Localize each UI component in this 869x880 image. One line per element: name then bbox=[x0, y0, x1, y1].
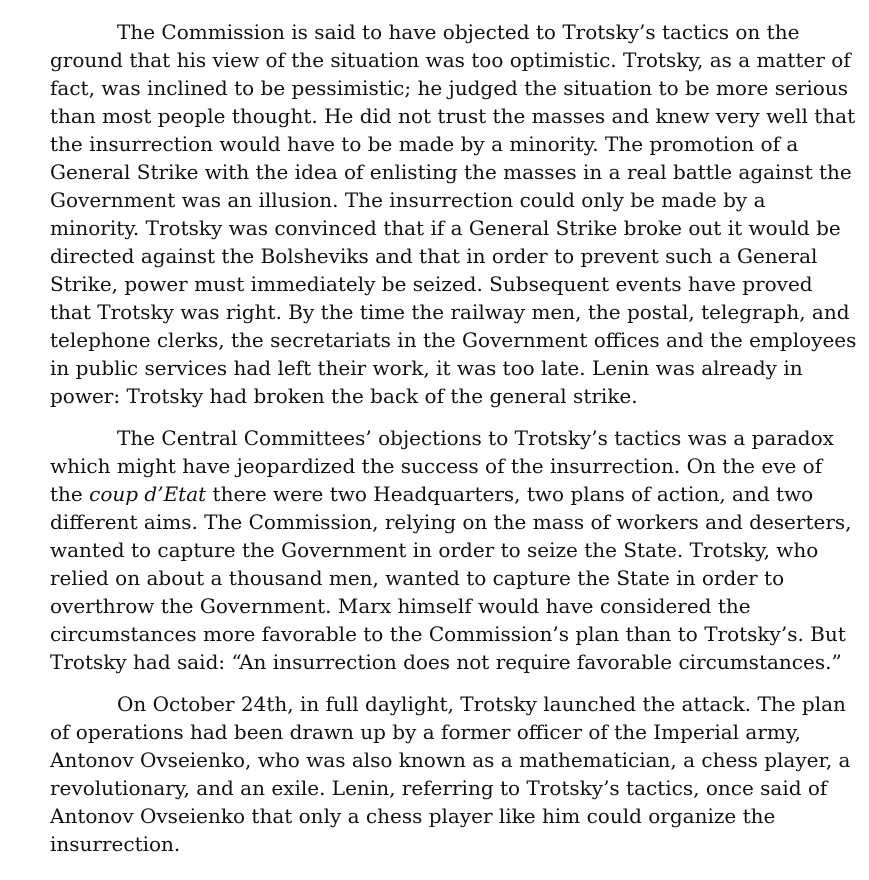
paragraph-2-text-end: there were two Headquarters, two plans of action, and two different aims. The Commission, relying on the mass of workers and deserters, wanted to capture the Government in order to seize the State. Trotsky, who relied on about a thousand men, wanted to capture the State in order to overthrow the Government. Marx himself would have considered the circumstances more favorable to the Commission’s plan than to Trotsky’s. But Trotsky had said: “An insurrection does not require favorable circumstances.” bbox=[50, 482, 852, 674]
paragraph-1: The Commission is said to have objected to Trotsky’s tactics on the ground that his view of the situation was too optimistic. Trotsky, as a matter of fact, was inclined to be pessimistic; he judged the situation to be more serious than most people thought. He did not trust the masses and knew very well that the insurrection would have to be made by a minority. The promotion of a General Strike with the idea of enlisting the masses in a real battle against the Government was an illusion. The insurrection could only be made by a minority. Trotsky was convinced that if a General Strike broke out it would be directed against the Bolsheviks and that in order to prevent such a General Strike, power must immediately be seized. Subsequent events have proved that Trotsky was right. By the time the railway men, the postal, telegraph, and telephone clerks, the secretariats in the Government offices and the employees in public services had left their work, it was too late. Lenin was already in power: Trotsky had broken the back of the general strike. bbox=[50, 20, 857, 408]
paragraph-2-text-start: The Central Committees’ objections to Trotsky’s tactics was a paradox which might have jeopardized the success of the insurrection. On the eve of the bbox=[50, 426, 834, 506]
paragraph-3: On October 24th, in full daylight, Trotsky launched the attack. The plan of operations had been drawn up by a former officer of the Imperial army, Antonov Ovseienko, who was also known as a mathematician, a chess player, a revolutionary, and an exile. Lenin, referring to Trotsky’s tactics, once said of Antonov Ovseienko that only a chess player like him could organize the insurrection. bbox=[50, 692, 851, 856]
document-page bbox=[50, 18, 858, 858]
paragraph-2 bbox=[50, 424, 858, 676]
coup-detat-italic: coup d’Etat bbox=[89, 482, 207, 506]
